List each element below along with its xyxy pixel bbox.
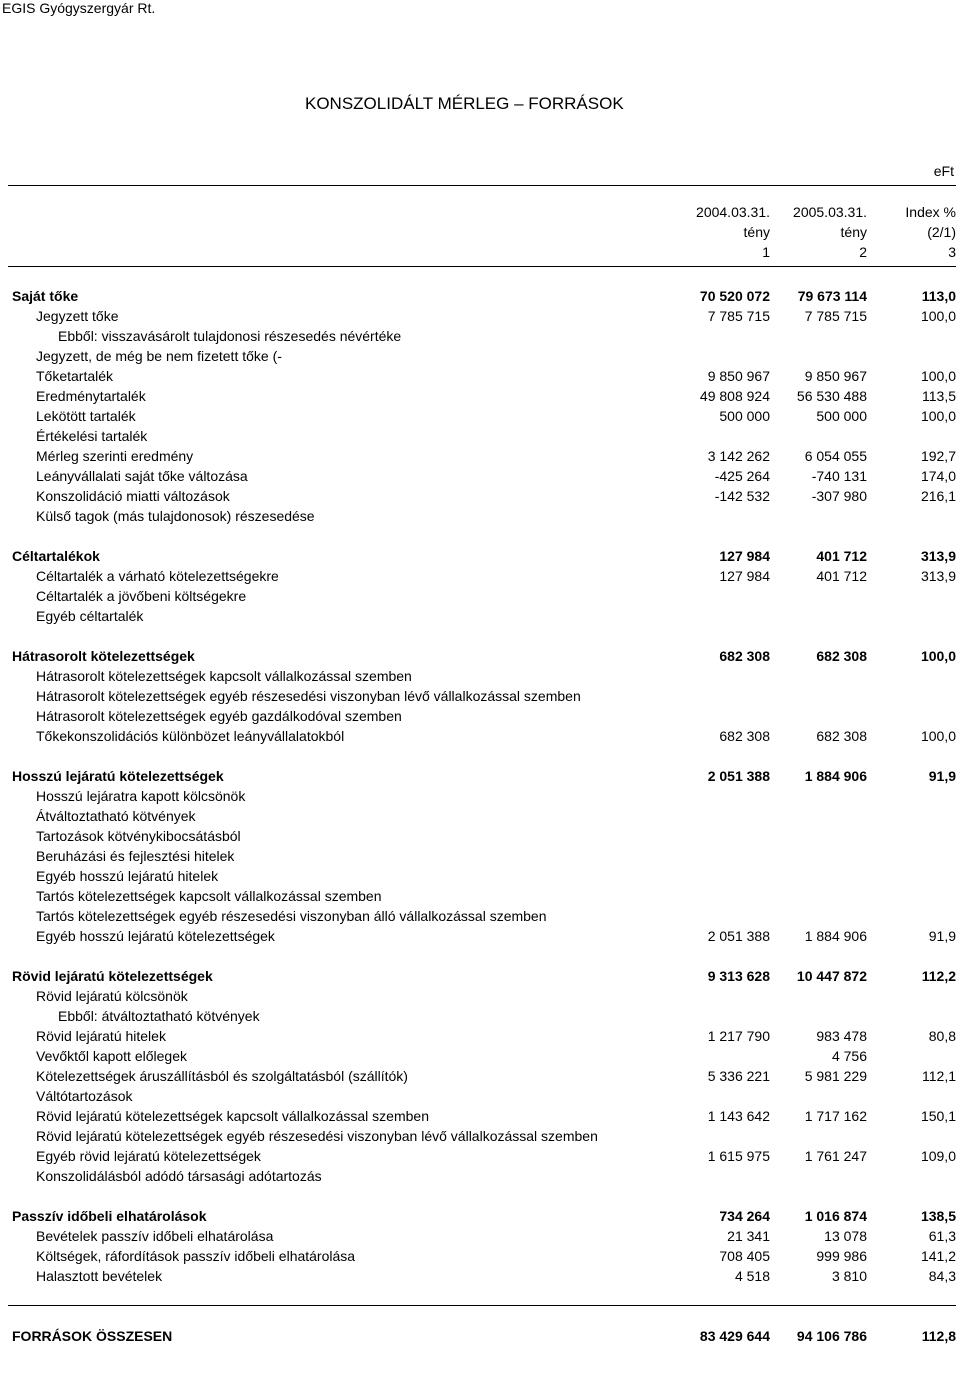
table-row <box>0 708 960 728</box>
row-value-2: 3 810 <box>831 1268 867 1284</box>
table-row <box>0 488 960 508</box>
table-row <box>0 1088 960 1108</box>
row-value-3: 112,2 <box>921 968 956 984</box>
row-value-1: -425 264 <box>714 468 770 484</box>
company-name: EGIS Gyógyszergyár Rt. <box>2 0 156 16</box>
row-label: Vevőktől kapott előlegek <box>36 1048 187 1064</box>
table-row <box>0 568 960 588</box>
row-label: Céltartalék a jövőbeni költségekre <box>36 588 247 604</box>
row-value-1: 9 313 628 <box>707 968 770 984</box>
row-value-2: 5 981 229 <box>804 1068 867 1084</box>
row-value-3: 112,1 <box>922 1068 956 1084</box>
row-label: Passzív időbeli elhatárolások <box>12 1208 207 1224</box>
table-row <box>0 328 960 348</box>
row-label: Beruházási és fejlesztési hitelek <box>36 848 235 864</box>
row-value-1: 127 984 <box>719 568 770 584</box>
table-row <box>0 1108 960 1128</box>
row-label: Jegyzett, de még be nem fizetett tőke (- <box>36 348 282 364</box>
row-value-2: -740 131 <box>811 468 867 484</box>
row-value-3: 100,0 <box>920 308 956 324</box>
table-row <box>0 988 960 1008</box>
table-row <box>0 1328 960 1348</box>
table-row <box>0 448 960 468</box>
row-value-1: 5 336 221 <box>707 1068 770 1084</box>
col3-num: 3 <box>948 244 956 260</box>
row-value-3: 216,1 <box>920 488 956 504</box>
row-label: Rövid lejáratú kötelezettségek egyéb részesedési viszonyban lévő vállalkozással szemben <box>36 1128 598 1144</box>
row-label: Hátrasorolt kötelezettségek kapcsolt vállalkozással szemben <box>36 668 412 684</box>
table-row <box>0 588 960 608</box>
row-value-2: 10 447 872 <box>796 968 867 984</box>
table-row <box>0 348 960 368</box>
col1-num: 1 <box>762 244 770 260</box>
table-row <box>0 1068 960 1088</box>
row-value-1: 70 520 072 <box>699 288 770 304</box>
row-value-3: 100,0 <box>920 728 956 744</box>
row-value-1: 83 429 644 <box>699 1328 770 1344</box>
row-value-2: 682 308 <box>816 648 867 664</box>
table-row <box>0 828 960 848</box>
row-label: Ebből: visszavásárolt tulajdonosi részesedés névértéke <box>58 328 402 344</box>
row-value-2: 500 000 <box>816 408 867 424</box>
row-value-3: 313,9 <box>920 548 956 564</box>
table-row <box>0 388 960 408</box>
row-value-1: 49 808 924 <box>699 388 770 404</box>
row-value-2: 6 054 055 <box>804 448 867 464</box>
row-label: FORRÁSOK ÖSSZESEN <box>12 1328 173 1344</box>
row-value-1: 1 615 975 <box>707 1148 770 1164</box>
row-value-2: 1 884 906 <box>804 768 867 784</box>
row-value-2: 79 673 114 <box>797 288 867 304</box>
table-row <box>0 668 960 688</box>
row-value-2: 56 530 488 <box>796 388 867 404</box>
table-row <box>0 688 960 708</box>
row-label: Konszolidáció miatti változások <box>36 488 230 504</box>
row-value-3: 313,9 <box>920 568 956 584</box>
row-value-1: 21 341 <box>727 1228 770 1244</box>
row-value-1: 1 217 790 <box>707 1028 770 1044</box>
table-row <box>0 1208 960 1228</box>
row-value-3: 113,5 <box>922 388 956 404</box>
table-row <box>0 648 960 668</box>
row-label: Egyéb hosszú lejáratú kötelezettségek <box>36 928 275 944</box>
row-label: Hátrasorolt kötelezettségek egyéb gazdálkodóval szemben <box>36 708 402 724</box>
row-label: Hosszú lejáratú kötelezettségek <box>12 768 224 784</box>
table-row <box>0 928 960 948</box>
row-value-2: 1 016 874 <box>804 1208 867 1224</box>
row-value-2: 4 756 <box>831 1048 867 1064</box>
row-value-3: 61,3 <box>928 1228 956 1244</box>
row-value-3: 192,7 <box>920 448 956 464</box>
row-value-1: 2 051 388 <box>707 768 770 784</box>
table-row <box>0 308 960 328</box>
col1-type: tény <box>743 224 770 240</box>
row-value-2: 401 712 <box>816 568 867 584</box>
row-value-1: 500 000 <box>719 408 770 424</box>
row-value-1: 127 984 <box>719 548 770 564</box>
row-label: Halasztott bevételek <box>36 1268 163 1284</box>
table-row <box>0 1048 960 1068</box>
table-row <box>0 868 960 888</box>
table-row <box>0 548 960 568</box>
row-label: Tartós kötelezettségek kapcsolt vállalkozással szemben <box>36 888 382 904</box>
row-value-2: 983 478 <box>816 1028 867 1044</box>
row-label: Eredménytartalék <box>36 388 146 404</box>
row-value-2: 9 850 967 <box>804 368 867 384</box>
table-row <box>0 1248 960 1268</box>
col3-type: (2/1) <box>927 224 956 240</box>
row-value-2: -307 980 <box>811 488 867 504</box>
row-value-3: 100,0 <box>920 408 956 424</box>
table-row <box>0 1128 960 1148</box>
row-label: Rövid lejáratú kölcsönök <box>36 988 188 1004</box>
row-value-3: 138,5 <box>920 1208 956 1224</box>
row-value-2: 7 785 715 <box>804 308 867 324</box>
table-row <box>0 468 960 488</box>
footer-rule <box>8 1305 956 1306</box>
row-label: Leányvállalati saját tőke változása <box>36 468 248 484</box>
row-label: Tőkekonszolidációs különbözet leányvállalatokból <box>36 728 345 744</box>
row-value-1: 1 143 642 <box>707 1108 770 1124</box>
row-label: Mérleg szerinti eredmény <box>36 448 194 464</box>
row-value-3: 109,0 <box>920 1148 956 1164</box>
row-value-1: 2 051 388 <box>707 928 770 944</box>
table-row <box>0 848 960 868</box>
row-value-2: 1 884 906 <box>804 928 867 944</box>
row-label: Tőketartalék <box>36 368 114 384</box>
table-row <box>0 288 960 308</box>
table-row <box>0 1148 960 1168</box>
table-row <box>0 968 960 988</box>
row-label: Egyéb céltartalék <box>36 608 144 624</box>
table-row <box>0 728 960 748</box>
row-value-3: 113,0 <box>921 288 956 304</box>
row-value-1: 3 142 262 <box>707 448 770 464</box>
row-label: Egyéb hosszú lejáratú hitelek <box>36 868 219 884</box>
row-value-1: 682 308 <box>719 728 770 744</box>
table-row <box>0 808 960 828</box>
row-label: Rövid lejáratú kötelezettségek kapcsolt vállalkozással szemben <box>36 1108 429 1124</box>
row-label: Váltótartozások <box>36 1088 133 1104</box>
row-label: Ebből: átváltoztatható kötvények <box>58 1008 260 1024</box>
row-label: Hosszú lejáratra kapott kölcsönök <box>36 788 246 804</box>
header-rule-top <box>8 185 956 186</box>
table-row <box>0 1028 960 1048</box>
row-value-1: 7 785 715 <box>707 308 770 324</box>
row-value-2: 401 712 <box>816 548 867 564</box>
row-label: Rövid lejáratú hitelek <box>36 1028 166 1044</box>
row-label: Költségek, ráfordítások passzív időbeli elhatárolása <box>36 1248 356 1264</box>
row-value-1: -142 532 <box>714 488 770 504</box>
row-label: Tartozások kötvénykibocsátásból <box>36 828 241 844</box>
table-row <box>0 768 960 788</box>
row-label: Lekötött tartalék <box>36 408 136 424</box>
col2-num: 2 <box>859 244 867 260</box>
table-row <box>0 1228 960 1248</box>
row-label: Hátrasorolt kötelezettségek <box>12 648 195 664</box>
row-value-3: 141,2 <box>920 1248 956 1264</box>
row-value-1: 734 264 <box>719 1208 770 1224</box>
row-value-2: 94 106 786 <box>796 1328 867 1344</box>
row-label: Céltartalék a várható kötelezettségekre <box>36 568 279 584</box>
row-value-3: 174,0 <box>920 468 956 484</box>
row-value-2: 682 308 <box>816 728 867 744</box>
table-row <box>0 428 960 448</box>
row-value-1: 4 518 <box>734 1268 770 1284</box>
row-label: Rövid lejáratú kötelezettségek <box>12 968 213 984</box>
row-value-3: 84,3 <box>928 1268 956 1284</box>
row-label: Átváltoztatható kötvények <box>36 808 196 824</box>
row-label: Értékelési tartalék <box>36 428 148 444</box>
row-label: Céltartalékok <box>12 548 100 564</box>
page-title: KONSZOLIDÁLT MÉRLEG – FORRÁSOK <box>305 94 624 113</box>
unit-label: eFt <box>933 163 954 179</box>
col2-date: 2005.03.31. <box>793 204 867 220</box>
table-row <box>0 508 960 528</box>
col1-date: 2004.03.31. <box>696 204 770 220</box>
row-label: Konszolidálásból adódó társasági adótartozás <box>36 1168 322 1184</box>
row-value-2: 1 761 247 <box>804 1148 867 1164</box>
row-value-3: 150,1 <box>920 1108 956 1124</box>
row-value-1: 682 308 <box>719 648 770 664</box>
row-label: Tartós kötelezettségek egyéb részesedési viszonyban álló vállalkozással szemben <box>36 908 547 924</box>
table-row <box>0 408 960 428</box>
row-label: Jegyzett tőke <box>36 308 119 324</box>
header-rule-bottom <box>8 266 956 267</box>
row-value-3: 100,0 <box>920 648 956 664</box>
row-label: Kötelezettségek áruszállításból és szolgáltatásból (szállítók) <box>36 1068 408 1084</box>
row-label: Külső tagok (más tulajdonosok) részesedése <box>36 508 315 524</box>
row-value-2: 999 986 <box>816 1248 867 1264</box>
table-row <box>0 1008 960 1028</box>
table-row <box>0 908 960 928</box>
row-label: Saját tőke <box>12 288 79 304</box>
col3-date: Index % <box>905 204 956 220</box>
row-value-2: 13 078 <box>824 1228 867 1244</box>
table-row <box>0 888 960 908</box>
row-value-3: 100,0 <box>920 368 956 384</box>
row-value-3: 91,9 <box>928 768 956 784</box>
table-row <box>0 1168 960 1188</box>
row-label: Egyéb rövid lejáratú kötelezettségek <box>36 1148 261 1164</box>
row-label: Hátrasorolt kötelezettségek egyéb részesedési viszonyban lévő vállalkozással szemben <box>36 688 581 704</box>
table-row <box>0 608 960 628</box>
row-label: Bevételek passzív időbeli elhatárolása <box>36 1228 274 1244</box>
table-row <box>0 1268 960 1288</box>
row-value-1: 9 850 967 <box>707 368 770 384</box>
table-row <box>0 788 960 808</box>
row-value-1: 708 405 <box>719 1248 770 1264</box>
row-value-3: 80,8 <box>928 1028 956 1044</box>
table-row <box>0 368 960 388</box>
row-value-3: 112,8 <box>921 1328 956 1344</box>
row-value-3: 91,9 <box>928 928 956 944</box>
row-value-2: 1 717 162 <box>804 1108 867 1124</box>
col2-type: tény <box>840 224 867 240</box>
